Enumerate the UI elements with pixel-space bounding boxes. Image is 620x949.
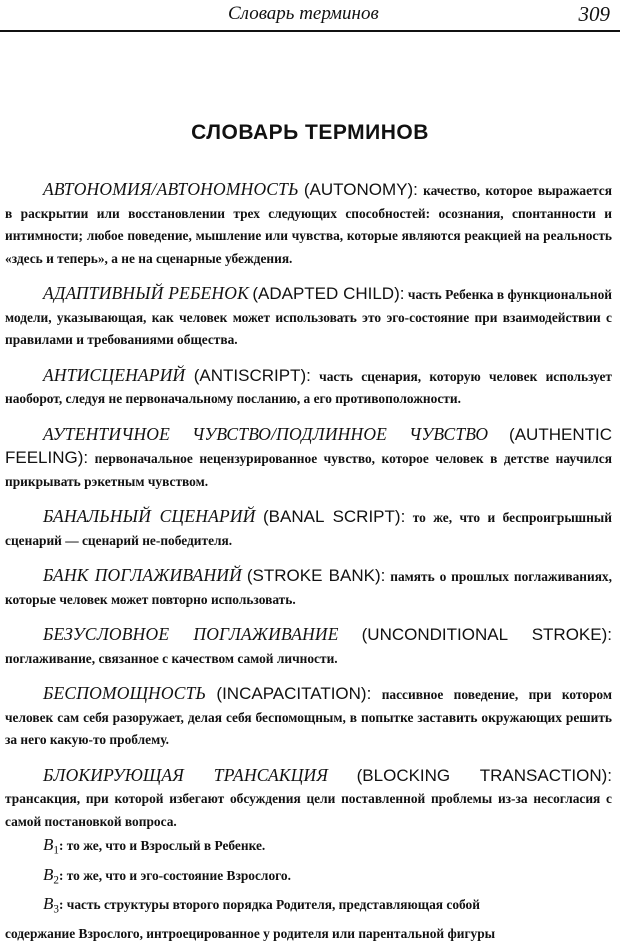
sub-index: 3 (53, 904, 59, 917)
sub-index: 2 (53, 874, 59, 887)
term-english: (ADAPTED CHILD): (252, 284, 405, 303)
continuation-text: содержание Взрослого, интроецированное у родителя или парентальной фигуры (5, 926, 496, 942)
term-english: (ANTISCRIPT): (193, 365, 311, 385)
glossary-entry (5, 682, 612, 752)
sub-entry (5, 833, 612, 863)
term-russian: БЕСПОМОЩНОСТЬ (43, 683, 207, 703)
term-english: (BLOCKING TRANSACTION): (356, 765, 612, 785)
term-definition: пассивное поведение, при котором человек сам себя разоружает, делая себя беспомощным, в попытке заставить окружающих решить за него какую-то проблему. (5, 687, 612, 747)
running-header (0, 0, 620, 32)
glossary-entry (5, 623, 612, 670)
sub-entry (5, 892, 612, 922)
term-definition: трансакция, при которой избегают обсуждения цели поставленной проблемы из-за несогласия с самой постановкой вопроса. (5, 791, 612, 829)
glossary-entry (5, 764, 612, 834)
sub-entry (5, 863, 612, 893)
glossary-entry (5, 505, 612, 552)
term-russian: АНТИСЦЕНАРИЙ (43, 364, 186, 385)
running-title: Словарь терминов (228, 3, 379, 24)
sub-entry-continuation (5, 922, 612, 945)
glossary-entry (5, 423, 612, 494)
term-definition: память о прошлых поглаживаниях, которые человек может повторно использовать. (5, 569, 612, 607)
term-russian: БЕЗУСЛОВНОЕ ПОГЛАЖИВАНИЕ (43, 624, 339, 644)
glossary-entries (5, 178, 612, 945)
term-definition: поглаживание, связанное с качеством самой личности. (5, 650, 338, 666)
page-number: 309 (578, 2, 610, 26)
term-definition: то же, что и беспроигрышный сценарий — сценарий не-победителя. (5, 510, 612, 548)
sub-definition: : то же, что и Взрослый в Ребенке. (58, 838, 266, 853)
sub-symbol: B (43, 835, 54, 854)
term-russian: АДАПТИВНЫЙ РЕБЕНОК (43, 283, 249, 303)
term-english: (UNCONDITIONAL STROKE): (361, 625, 612, 644)
sub-definition: : часть структуры второго порядка Родителя, представляющая собой (58, 897, 480, 913)
sub-index: 1 (53, 844, 59, 857)
sub-symbol: B (43, 894, 54, 914)
page-title: СЛОВАРЬ ТЕРМИНОВ (191, 121, 429, 144)
term-russian: БАНАЛЬНЫЙ СЦЕНАРИЙ (43, 506, 256, 526)
term-definition: часть Ребенка в функциональной модели, указывающая, как человек может использовать это эго-состояние при взаимодействии с правилами и требованиями общества. (5, 287, 612, 347)
term-english: (STROKE BANK): (246, 566, 386, 585)
glossary-entry (5, 178, 612, 270)
glossary-entry (5, 282, 612, 352)
glossary-entry (5, 564, 612, 611)
term-definition: первоначальное нецензурированное чувство, которое человек в детстве научился прикрывать рэкетным чувством. (5, 451, 612, 489)
term-english: (INCAPACITATION): (216, 684, 372, 703)
term-english: (AUTHENTIC FEELING): (5, 424, 612, 467)
term-english: (BANAL SCRIPT): (263, 507, 406, 526)
term-definition: часть сценария, которую человек использует наоборот, следуя не первоначальному посланию, а его противоположности. (5, 368, 612, 406)
term-russian: БЛОКИРУЮЩАЯ ТРАНСАКЦИЯ (43, 764, 329, 785)
term-russian: АУТЕНТИЧНОЕ ЧУВСТВО/ПОДЛИННОЕ ЧУВСТВО (43, 423, 489, 444)
glossary-entry (5, 364, 612, 411)
term-english: (AUTONOMY): (303, 180, 418, 199)
sub-definition: : то же, что и эго-состояние Взрослого. (58, 867, 291, 883)
term-russian: АВТОНОМИЯ/АВТОНОМНОСТЬ (43, 179, 299, 199)
term-russian: БАНК ПОГЛАЖИВАНИЙ (43, 565, 242, 585)
sub-symbol: B (43, 864, 54, 884)
term-definition: качество, которое выражается в раскрытии или восстановлении трех следующих способностей: осознания, спонтанности и интимности; любое поведение, мышление или чувства, которые являются реакцией на реальность «здесь и теперь», а не на сценарные убеждения. (5, 183, 612, 266)
